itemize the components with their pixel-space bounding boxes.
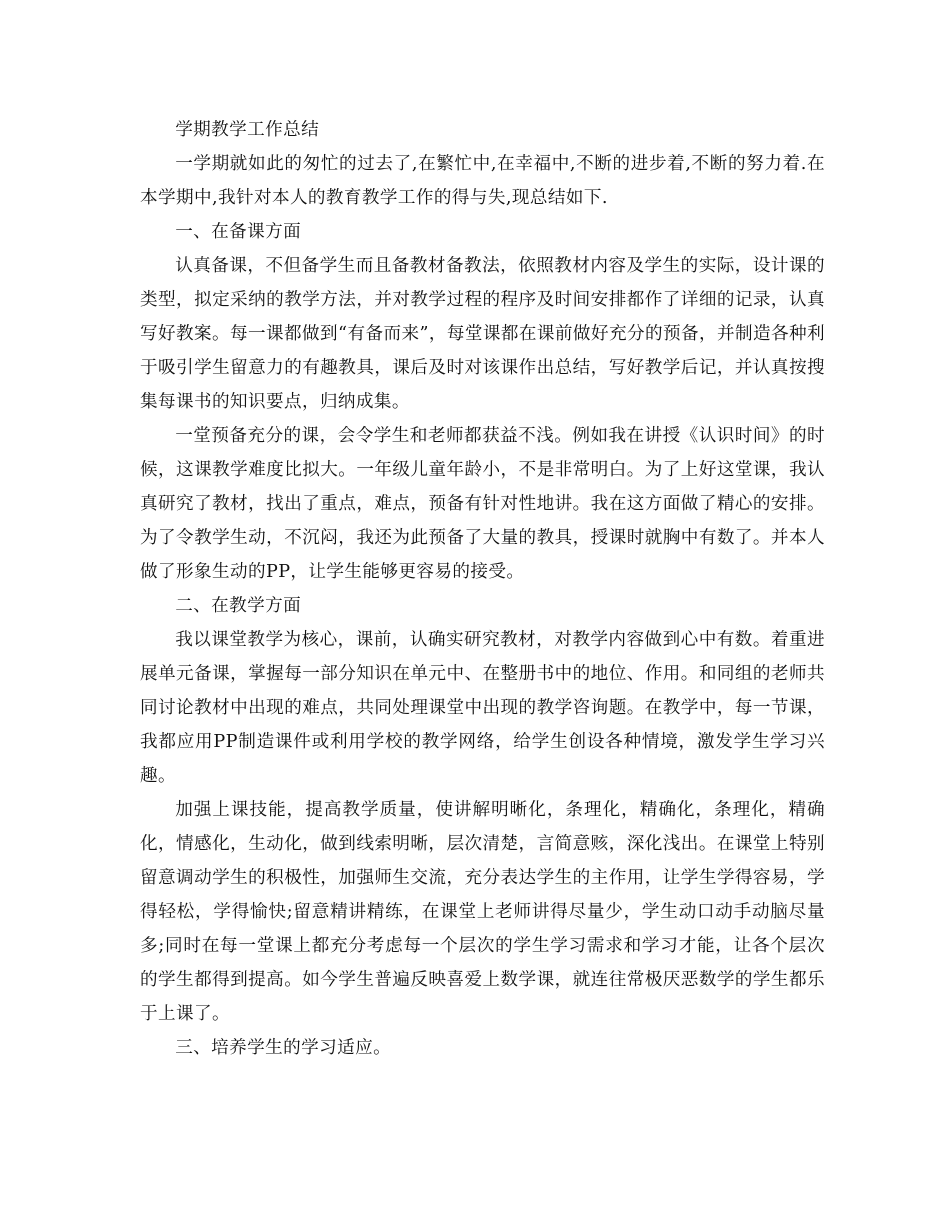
section-heading-teaching: 二、在教学方面: [175, 596, 302, 616]
section-heading-study-habits: 三、培养学生的学习适应。: [175, 1038, 392, 1058]
paragraph-lesson-example: 一堂预备充分的课，会令学生和老师都获益不浅。例如我在讲授《认识时间》的时候，这课教学难度比拟大。一年级儿童年龄小，不是非常明白。为了上好这堂课，我认真研究了教材，找出了重点，难点，预备有针对性地讲。我在这方面做了精心的安排。为了令教学生动，不沉闷，我还为此预备了大量的教具，授课时就胸中有数了。并本人做了形象生动的PP，让学生能够更容易的接受。: [140, 426, 825, 582]
paragraph-teaching-skills: 加强上课技能，提高教学质量，使讲解明晰化，条理化，精确化，条理化，精确化，情感化，生动化，做到线索明晰，层次清楚，言简意赅，深化浅出。在课堂上特别留意调动学生的积极性，加强师生交流，充分表达学生的主作用，让学生学得容易，学得轻松，学得愉快;留意精讲精练，在课堂上老师讲得尽量少，学生动口动手动脑尽量多;同时在每一堂课上都充分考虑每一个层次的学生学习需求和学习才能，让各个层次的学生都得到提高。如今学生普遍反映喜爱上数学课，就连往常极厌恶数学的学生都乐于上课了。: [140, 800, 825, 1024]
section-heading-lesson-prep: 一、在备课方面: [175, 222, 302, 242]
intro-paragraph: 一学期就如此的匆忙的过去了,在繁忙中,在幸福中,不断的进步着,不断的努力着.在本学期中,我针对本人的教育教学工作的得与失,现总结如下.: [140, 154, 825, 208]
document-title: 学期教学工作总结: [175, 120, 320, 140]
paragraph-teaching-core: 我以课堂教学为核心，课前，认确实研究教材，对教学内容做到心中有数。着重进展单元备课，掌握每一部分知识在单元中、在整册书中的地位、作用。和同组的老师共同讨论教材中出现的难点，共同处理课堂中出现的教学咨询题。在教学中，每一节课，我都应用PP制造课件或利用学校的教学网络，给学生创设各种情境，激发学生学习兴趣。: [140, 630, 825, 786]
document-page: [140, 113, 825, 1065]
paragraph-lesson-prep: 认真备课，不但备学生而且备教材备教法，依照教材内容及学生的实际，设计课的类型，拟定采纳的教学方法，并对教学过程的程序及时间安排都作了详细的记录，认真写好教案。每一课都做到“有备而来”，每堂课都在课前做好充分的预备，并制造各种利于吸引学生留意力的有趣教具，课后及时对该课作出总结，写好教学后记，并认真按搜集每课书的知识要点，归纳成集。: [140, 256, 825, 412]
